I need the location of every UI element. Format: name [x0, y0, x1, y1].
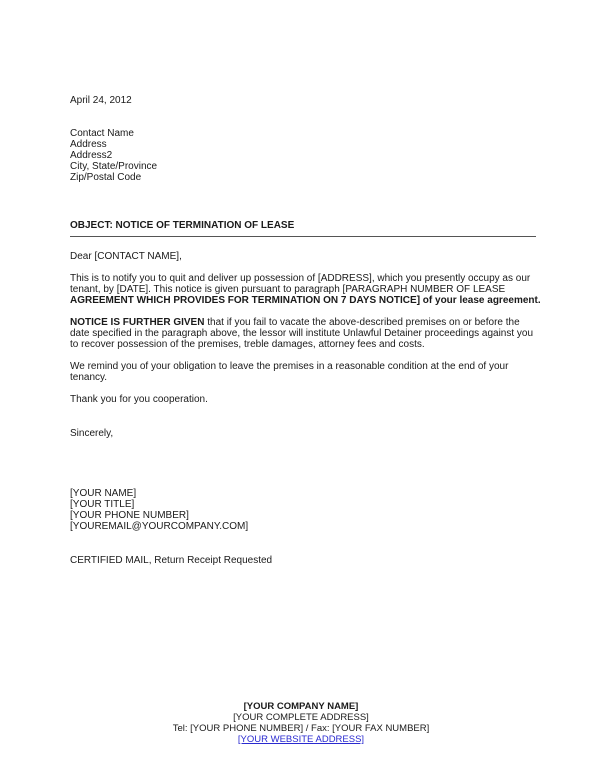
signature-email: [YOUREMAIL@YOURCOMPANY.COM] [70, 521, 249, 532]
footer-website-row [0, 734, 602, 745]
closing: Sincerely, [70, 428, 114, 439]
recipient-contact-name: Contact Name [70, 128, 134, 139]
certified-mail-note: CERTIFIED MAIL, Return Receipt Requested [70, 555, 273, 566]
recipient-zip: Zip/Postal Code [70, 172, 142, 183]
object-line: OBJECT: NOTICE OF TERMINATION OF LEASE [70, 220, 295, 231]
body-paragraph-1-line-1: This is to notify you to quit and deliver up possession of [ADDRESS], which you presently occupy as our [70, 273, 531, 284]
letter-date: April 24, 2012 [70, 95, 132, 106]
heading-rule [70, 236, 536, 237]
body-paragraph-1-line-2: tenant, by [DATE]. This notice is given pursuant to paragraph [PARAGRAPH NUMBER OF LEASE [70, 284, 506, 295]
body-paragraph-2-line-1 [70, 317, 520, 328]
body-paragraph-2-line-3: to recover possession of the premises, treble damages, attorney fees and costs. [70, 339, 425, 350]
body-paragraph-3-line-1: We remind you of your obligation to leave the premises in a reasonable condition at the end of your [70, 361, 509, 372]
body-paragraph-4: Thank you for you cooperation. [70, 394, 208, 405]
notice-bold-phrase: NOTICE IS FURTHER GIVEN [70, 317, 205, 328]
recipient-address: Address [70, 139, 107, 150]
salutation: Dear [CONTACT NAME], [70, 251, 182, 262]
body-paragraph-2-line-1-rest: that if you fail to vacate the above-described premises on or before the [204, 317, 520, 328]
body-paragraph-3-line-2: tenancy. [70, 372, 108, 383]
body-paragraph-2-line-2: date specified in the paragraph above, the lessor will institute Unlawful Detainer proceedings against you [70, 328, 534, 339]
footer-address: [YOUR COMPLETE ADDRESS] [233, 712, 369, 723]
signature-phone: [YOUR PHONE NUMBER] [70, 510, 189, 521]
recipient-city: City, State/Province [70, 161, 158, 172]
signature-name: [YOUR NAME] [70, 488, 137, 499]
footer-website-link[interactable]: [YOUR WEBSITE ADDRESS] [237, 734, 365, 745]
footer-contact: Tel: [YOUR PHONE NUMBER] / Fax: [YOUR FAX NUMBER] [172, 723, 430, 734]
body-paragraph-1-line-3: AGREEMENT WHICH PROVIDES FOR TERMINATION ON 7 DAYS NOTICE] of your lease agreement. [70, 295, 541, 306]
signature-title: [YOUR TITLE] [70, 499, 135, 510]
footer-company-name: [YOUR COMPANY NAME] [243, 701, 359, 712]
recipient-address2: Address2 [70, 150, 113, 161]
